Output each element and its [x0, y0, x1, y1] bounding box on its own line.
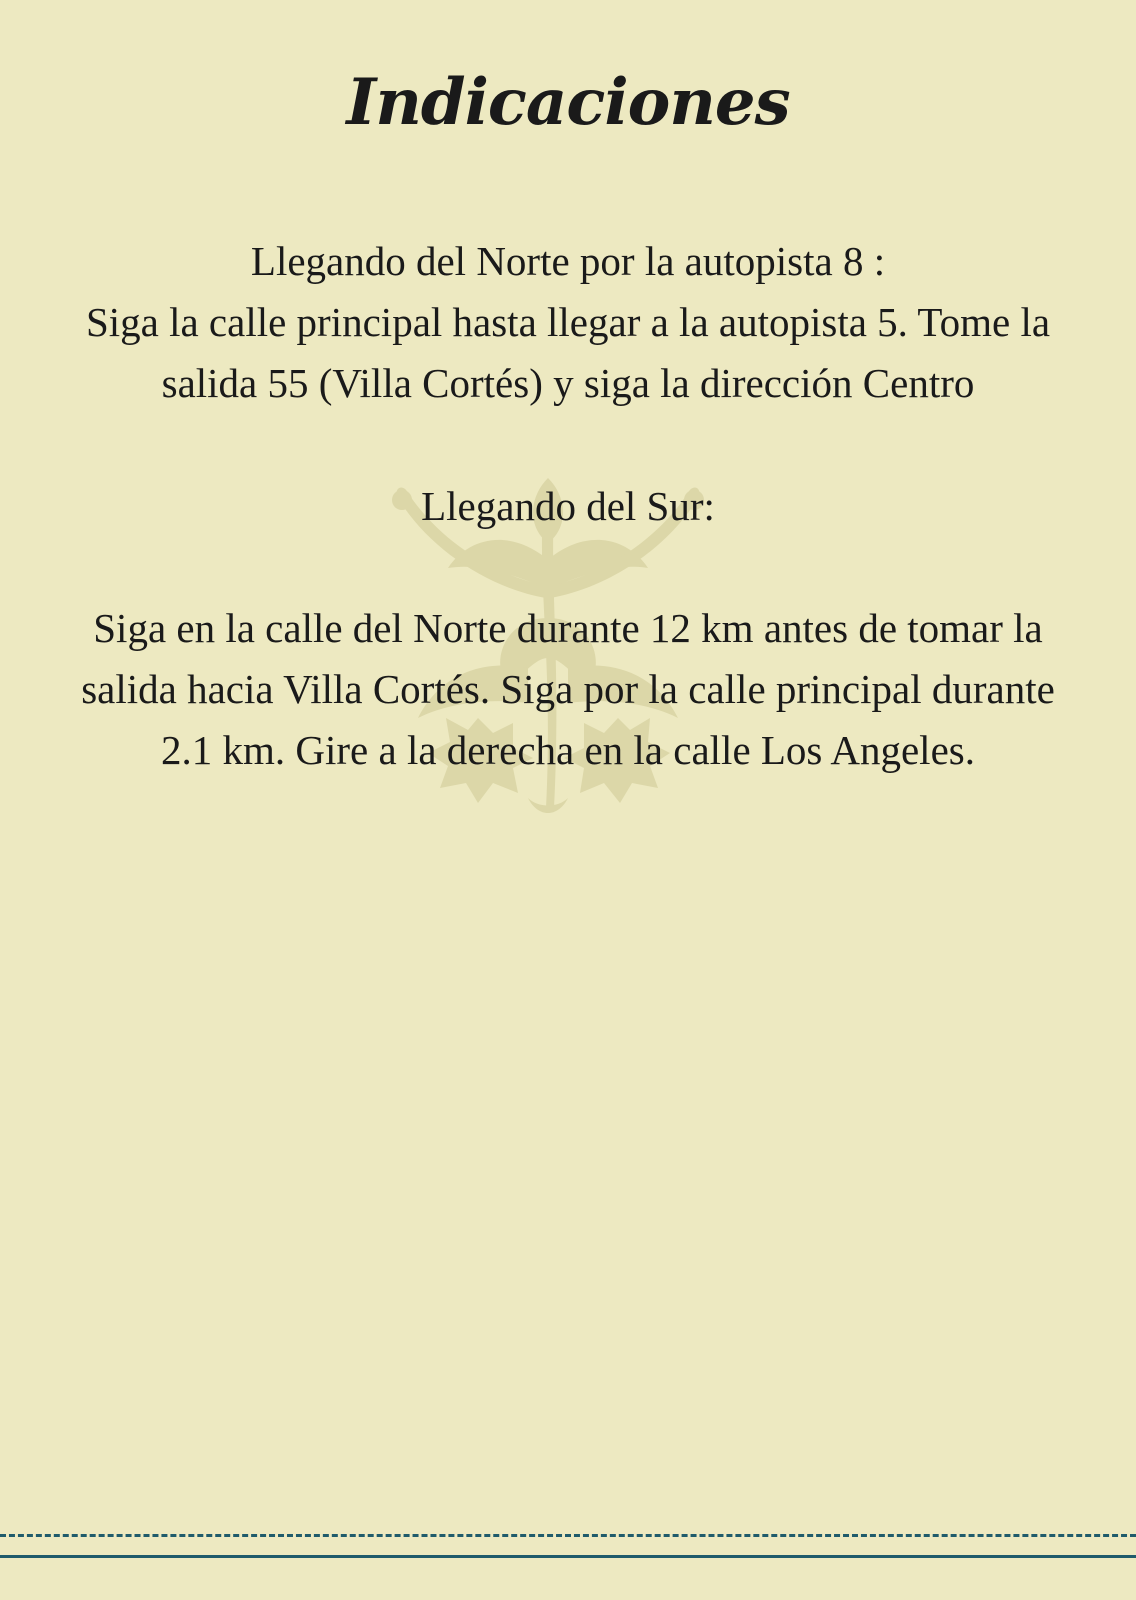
page-title: Indicaciones [346, 65, 790, 140]
south-heading: Llegando del Sur: [421, 483, 715, 529]
footer-dashed-rule [0, 1534, 1136, 1537]
south-directions [20, 598, 1116, 781]
south-line-2: salida hacia Villa Cortés. Siga por la calle principal durante [81, 666, 1055, 712]
north-line-1: Siga la calle principal hasta llegar a la autopista 5. Tome la [85, 299, 1051, 345]
north-heading: Llegando del Norte por la autopista 8 : [250, 238, 886, 284]
south-line-3: 2.1 km. Gire a la derecha en la calle Los Angeles. [161, 727, 975, 773]
north-line-2: salida 55 (Villa Cortés) y siga la dirección Centro [161, 360, 975, 406]
footer-solid-rule [0, 1555, 1136, 1558]
north-directions [20, 231, 1116, 414]
south-line-1: Siga en la calle del Norte durante 12 km antes de tomar la [93, 605, 1043, 651]
